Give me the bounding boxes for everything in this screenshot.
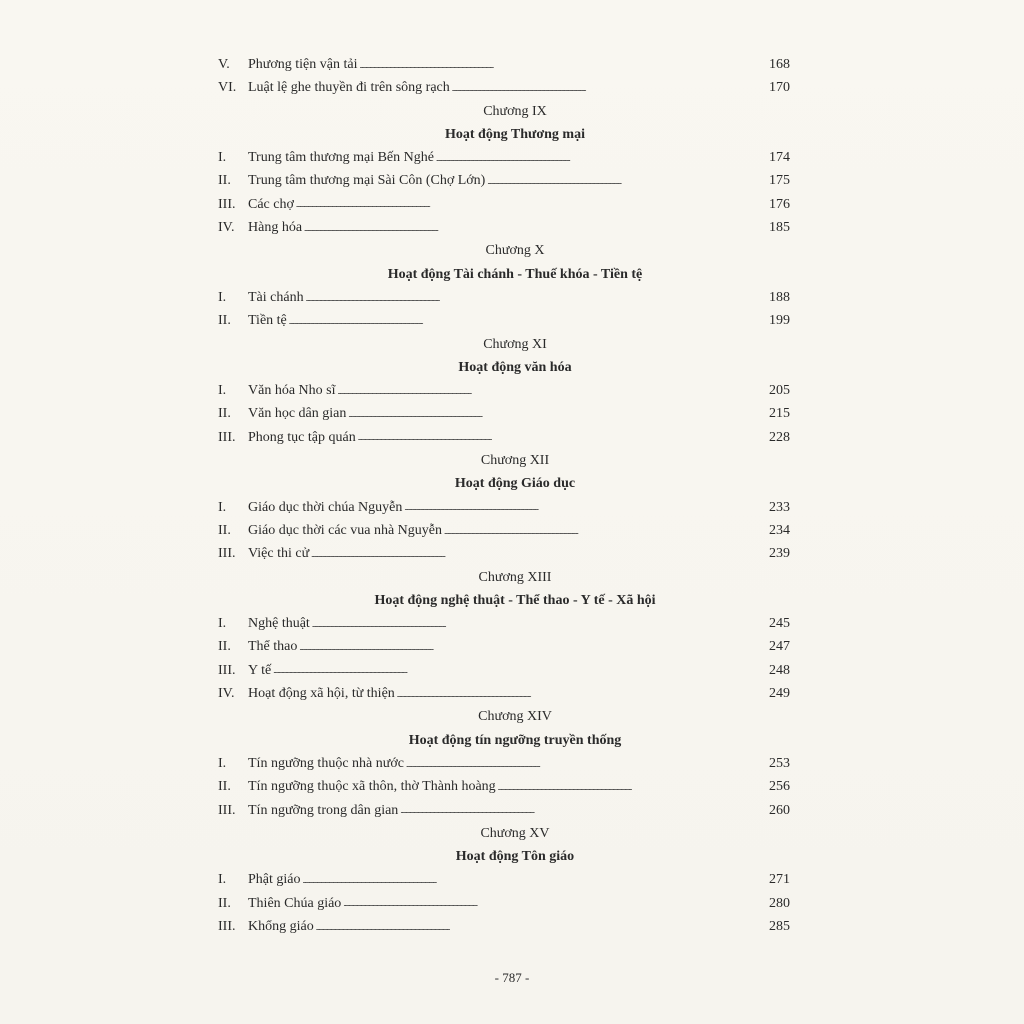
toc-entry <box>218 216 790 239</box>
dot-leader <box>348 407 768 421</box>
toc-entry <box>218 612 790 635</box>
dot-leader <box>296 197 768 211</box>
toc-entry <box>218 169 790 192</box>
chapter-title: Hoạt động Thương mại <box>445 126 585 142</box>
chapter-number: Chương XI <box>483 336 547 352</box>
chapter-title: Hoạt động Tôn giáo <box>455 849 575 865</box>
toc-entry <box>218 496 790 519</box>
page-ref: 205 <box>769 383 790 399</box>
chapter-number: Chương X <box>485 243 545 259</box>
dot-leader <box>304 221 768 235</box>
section-number: III. <box>218 546 236 562</box>
section-number: II. <box>218 406 231 422</box>
section-title: Tiền tệ <box>248 313 287 329</box>
page-ref: 215 <box>769 406 790 422</box>
chapter-number: Chương XV <box>480 825 550 841</box>
page-ref: 176 <box>769 196 790 212</box>
toc-entry <box>218 146 790 169</box>
section-number: II. <box>218 522 231 538</box>
page-ref: 188 <box>769 289 790 305</box>
dot-leader <box>359 58 768 72</box>
page-ref: 271 <box>769 872 790 888</box>
section-number: I. <box>218 755 227 771</box>
section-title: Hoạt động xã hội, từ thiện <box>248 686 395 702</box>
toc-entry <box>218 868 790 891</box>
section-title: Phương tiện vận tải <box>248 57 358 72</box>
chapter-title: Hoạt động văn hóa <box>458 359 572 375</box>
toc-entry <box>218 775 790 798</box>
toc-entry <box>218 799 790 822</box>
section-number: III. <box>218 662 236 678</box>
page-ref: 253 <box>769 755 790 771</box>
table-of-contents <box>218 53 790 938</box>
page-ref: 285 <box>769 918 790 934</box>
section-title: Tín ngưỡng thuộc xã thôn, thờ Thành hoàng <box>248 779 496 795</box>
dot-leader <box>299 640 768 654</box>
section-number: I. <box>218 872 227 888</box>
toc-entry <box>218 379 790 402</box>
chapter-title: Hoạt động Giáo dục <box>454 476 576 492</box>
page-ref: 239 <box>769 546 790 562</box>
toc-entry <box>218 309 790 332</box>
section-title: Văn hóa Nho sĩ <box>248 383 336 399</box>
dot-leader <box>311 547 768 561</box>
section-title: Tín ngưỡng thuộc nhà nước <box>248 755 404 771</box>
chapter-title: Hoạt động tín ngưỡng truyền thống <box>408 732 622 748</box>
chapter-number: Chương XIII <box>478 569 552 585</box>
section-title: Giáo dục thời các vua nhà Nguyễn <box>248 522 443 538</box>
toc-entry <box>218 76 790 99</box>
section-title: Tín ngưỡng trong dân gian <box>248 802 399 818</box>
page-ref: 175 <box>769 173 790 189</box>
section-number: III. <box>218 802 236 818</box>
dot-leader <box>273 663 768 677</box>
page-ref: 228 <box>769 429 790 445</box>
page-ref: 199 <box>769 313 790 329</box>
section-title: Hàng hóa <box>248 220 303 236</box>
section-number: I. <box>218 383 227 399</box>
page-ref: 233 <box>769 499 790 515</box>
dot-leader <box>444 524 768 538</box>
toc-entry <box>218 682 790 705</box>
dot-leader <box>312 617 768 631</box>
dot-leader <box>498 780 768 794</box>
page-ref: 280 <box>769 895 790 911</box>
dot-leader <box>303 873 769 887</box>
section-number: I. <box>218 289 227 305</box>
page-ref: 260 <box>769 802 790 818</box>
section-number: IV. <box>218 686 235 702</box>
dot-leader <box>358 430 768 444</box>
section-number: III. <box>218 429 236 445</box>
section-title: Phật giáo <box>248 872 301 888</box>
chapter-number: Chương XIV <box>478 709 552 725</box>
dot-leader <box>404 500 768 514</box>
section-number: II. <box>218 895 231 911</box>
toc-entry <box>218 402 790 425</box>
page-ref: 174 <box>769 150 790 166</box>
dot-leader <box>316 920 768 934</box>
section-number: I. <box>218 499 227 515</box>
toc-entry <box>218 915 790 938</box>
section-number: II. <box>218 173 231 189</box>
section-title: Giáo dục thời chúa Nguyễn <box>248 499 403 515</box>
page-ref: 248 <box>769 662 790 678</box>
section-number: I. <box>218 616 227 632</box>
dot-leader <box>406 757 768 771</box>
toc-entry <box>218 659 790 682</box>
page-ref: 256 <box>769 779 790 795</box>
dot-leader <box>452 81 768 95</box>
section-number: IV. <box>218 220 235 236</box>
page-ref: 247 <box>769 639 790 655</box>
section-title: Tài chánh <box>248 289 304 305</box>
toc-entry <box>218 635 790 658</box>
dot-leader <box>487 174 768 188</box>
section-number: II. <box>218 313 231 329</box>
toc-entry <box>218 193 790 216</box>
page-ref: 185 <box>769 220 790 236</box>
section-title: Việc thi cử <box>248 546 310 562</box>
section-number: III. <box>218 918 236 934</box>
section-title: Thiên Chúa giáo <box>248 895 342 911</box>
section-number: II. <box>218 639 231 655</box>
dot-leader <box>289 314 768 328</box>
section-title: Thể thao <box>248 639 298 655</box>
section-title: Văn học dân gian <box>248 406 347 422</box>
section-title: Trung tâm thương mại Bến Nghé <box>248 150 434 166</box>
section-title: Khổng giáo <box>248 918 314 934</box>
chapter-title: Hoạt động nghệ thuật - Thể thao - Y tế - Xã hội <box>374 592 656 608</box>
toc-entry <box>218 752 790 775</box>
dot-leader <box>343 896 768 910</box>
section-number: II. <box>218 779 231 795</box>
chapter-number: Chương IX <box>483 103 547 119</box>
section-title: Nghệ thuật <box>248 616 310 632</box>
chapter-title: Hoạt động Tài chánh - Thuế khóa - Tiền tệ <box>387 266 643 282</box>
section-number: VI. <box>218 80 237 96</box>
page-ref: 245 <box>769 616 790 632</box>
dot-leader <box>306 291 768 305</box>
toc-entry <box>218 426 790 449</box>
page-ref: 234 <box>769 522 790 538</box>
toc-entry <box>218 286 790 309</box>
page-ref: 168 <box>769 57 790 72</box>
toc-entry <box>218 519 790 542</box>
dot-leader <box>400 803 768 817</box>
section-title: Trung tâm thương mại Sài Côn (Chợ Lớn) <box>248 173 486 189</box>
page-ref: 249 <box>769 686 790 702</box>
section-number: III. <box>218 196 236 212</box>
dot-leader <box>397 687 768 701</box>
section-title: Y tế <box>248 662 272 678</box>
toc-entry <box>218 892 790 915</box>
page-number: - 787 - <box>494 970 530 985</box>
dot-leader <box>338 384 769 398</box>
page-ref: 170 <box>769 80 790 96</box>
dot-leader <box>436 151 768 165</box>
toc-entry <box>218 542 790 565</box>
chapter-number: Chương XII <box>480 453 550 469</box>
section-title: Các chợ <box>248 196 294 212</box>
toc-entry <box>218 53 790 76</box>
section-number: I. <box>218 150 227 166</box>
section-title: Phong tục tập quán <box>248 429 356 445</box>
section-number: V. <box>218 57 230 72</box>
section-title: Luật lệ ghe thuyền đi trên sông rạch <box>248 80 450 96</box>
